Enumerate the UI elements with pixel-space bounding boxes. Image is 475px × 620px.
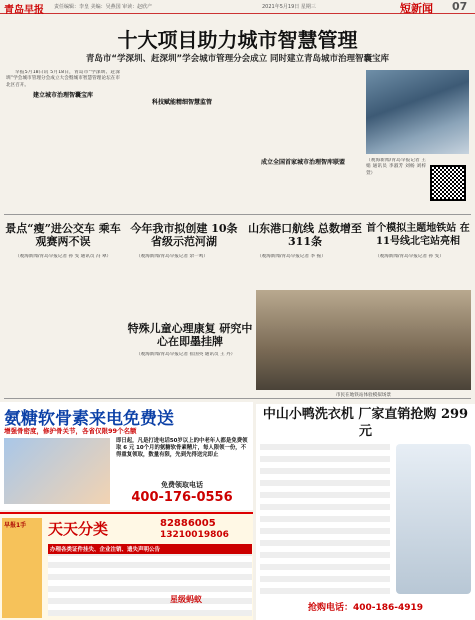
- story-4-photo: [256, 290, 471, 390]
- ad-ammonia-slogan: 增强骨密度，修护骨关节，各省仅限99个名额: [4, 427, 137, 435]
- main-article-col-3: [246, 70, 360, 210]
- story-2-title: 今年我市拟创建 10条省级示范河湖: [130, 222, 238, 248]
- ad-ammonia: [0, 402, 253, 510]
- ad-classified-corner: 星级蚂蚁: [170, 595, 202, 604]
- main-headline: 十大项目助力城市智慧管理: [117, 28, 358, 52]
- ad-classified-title: 天天分类: [48, 520, 109, 538]
- story-1-body: [6, 254, 120, 374]
- ad-phone-1[interactable]: 82886005: [160, 518, 216, 529]
- ad-classified: [0, 512, 253, 620]
- ad-ammonia-label: 免费领取电话: [161, 481, 203, 489]
- main-sub1: 建立城市治理智囊宝库: [32, 91, 93, 99]
- page-number: 07: [452, 0, 468, 13]
- ad-washer: [256, 404, 475, 620]
- story-3-title: 山东港口航线 总数增至311条: [248, 222, 362, 248]
- ad-ammonia-image: [4, 438, 110, 504]
- ad-classified-subtitle: 办理各类证件挂失、企业注销、遗失声明公告: [48, 544, 252, 554]
- qr-code: [430, 165, 466, 201]
- ad-washer-image: [396, 444, 471, 594]
- editor-line: 责任编辑：李皇 美编：吴燕国 审读：赵欣产: [54, 4, 153, 10]
- story-4-photo-caption: 市民在地铁站体验模拟场景: [335, 393, 392, 398]
- main-lead: 早报5月18日讯 5月18日，青岛市“学深圳、赶深圳”学会城市管理分会成立大会暨城市智慧管理论坛在市北区召开。: [6, 70, 120, 88]
- story-4-credit: （观海新闻/青岛早报记者 孙 雯）: [375, 254, 444, 259]
- story-3-credit: （观海新闻/青岛早报记者 李 振）: [257, 254, 326, 259]
- divider: [4, 214, 471, 215]
- story-1-credit: （观海新闻/青岛早报记者 孙 雯 通讯员 冯 翠）: [15, 254, 112, 259]
- ad-washer-hotline[interactable]: 抢购电话：400-186-4919: [307, 603, 424, 613]
- main-photo: [366, 70, 469, 154]
- main-subhead: 青岛市“学深圳、赶深圳”学会城市管理分会成立 同时建立青岛城市治理智囊宝库: [85, 54, 390, 64]
- main-article-col-2: [125, 70, 239, 210]
- story-1-title: 景点“瘦”进公交车 乘车观赛两不误: [5, 222, 121, 248]
- story-5-credit: （观海新闻/青岛早报记者 崔国英 通讯员 王 丹）: [136, 352, 236, 357]
- story-2-credit: （观海新闻/青岛早报记者 余一鸣）: [136, 254, 208, 259]
- ad-ammonia-title: 氨糖软骨素来电免费送: [4, 409, 174, 429]
- ad-ammonia-offer: 即日起，凡是打进电话50岁以上的中老年人都是免费领取 6 元 10个月的氨糖软骨素精片，每人限领一份，不得重复领取，数量有限，先到先得送完即止: [116, 438, 248, 458]
- story-4-body: [366, 254, 469, 288]
- ad-washer-text: [260, 444, 390, 594]
- ad-washer-title: 中山小鸭洗衣机 厂家直销抢购 299 元: [262, 407, 469, 439]
- ad-ammonia-phone[interactable]: 400-176-0556: [131, 490, 233, 505]
- main-byline: （观海新闻/青岛早报记者 王 娟 通讯员 李淑芳 刘杨 刘梓萱）: [366, 158, 426, 176]
- main-article-col-1: [6, 70, 120, 210]
- ad-classified-left: 早报1手: [2, 518, 42, 618]
- date-line: 2021年5月19日 星期三: [262, 4, 316, 10]
- ad-classified-listings: [48, 554, 252, 616]
- main-sub2: 科技赋能精细智慧监管: [151, 99, 212, 106]
- section-title: 短新闻: [400, 2, 433, 15]
- story-5-body: [127, 352, 251, 392]
- ad-phone-2[interactable]: 13210019806: [160, 530, 229, 540]
- masthead-logo: 青岛早报: [4, 5, 44, 16]
- story-4-title: 首个模拟主题地铁站 在11号线北宅站亮相: [366, 223, 470, 247]
- divider-2: [4, 398, 471, 399]
- story-5-title: 特殊儿童心理康复 研究中心在即墨挂牌: [127, 322, 253, 348]
- main-sub3: 成立全国首家城市治理智库联盟: [260, 159, 345, 166]
